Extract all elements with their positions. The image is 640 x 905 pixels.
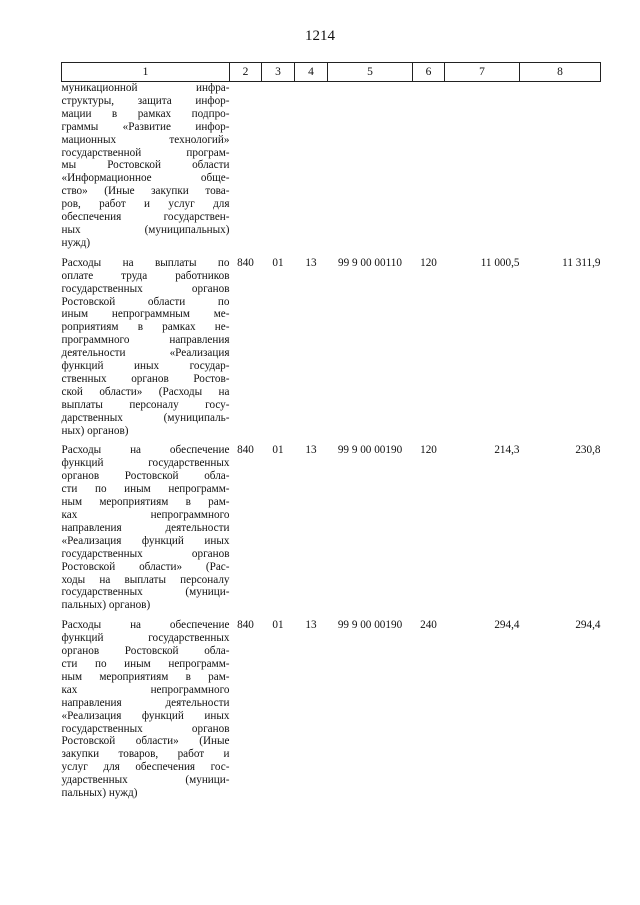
description-line: Расходы на выплаты по: [61, 256, 230, 269]
column-header: 3: [262, 63, 295, 82]
description-line: сти по иным непрограмм-: [61, 657, 230, 670]
ministry-code-cell: 840: [237, 444, 254, 457]
row-description: [62, 437, 230, 612]
row-description: [62, 82, 230, 250]
target-article-cell: 99 9 00 00190: [337, 444, 403, 457]
description-line: ходы на выплаты персоналу: [61, 573, 230, 586]
budget-table: [61, 62, 601, 800]
description-line: органов Ростовской обла-: [61, 470, 230, 483]
description-line: Расходы на обеспечение: [61, 444, 230, 457]
amount-cell: 294,4: [575, 619, 601, 632]
subsection-code-cell: 13: [305, 444, 317, 457]
amount-cell: [520, 82, 601, 250]
description-line: программного направления: [61, 334, 230, 347]
description-line: роприятиям в рамках не-: [61, 321, 230, 334]
table-body: [62, 82, 601, 800]
description-line: ской области» (Расходы на: [61, 385, 230, 398]
description-line: функций государственных: [61, 632, 230, 645]
column-header: 6: [413, 63, 445, 82]
column-header: 2: [230, 63, 262, 82]
expense-type-cell: 120: [420, 444, 437, 457]
page-number: 1214: [305, 28, 335, 44]
table-row: [62, 437, 601, 612]
description-line: иным непрограммным ме-: [61, 308, 230, 321]
section-code-cell: [262, 82, 295, 250]
amount-cell: 294,4: [494, 619, 520, 632]
section-code-cell: 01: [272, 444, 284, 457]
description-line: ным мероприятиям в рам-: [61, 496, 230, 509]
description-line: мации в рамках подпро-: [61, 107, 230, 120]
description-line: ров, работ и услуг для: [61, 198, 230, 211]
table-row: [62, 612, 601, 800]
description-line: мы Ростовской области: [61, 159, 230, 172]
header-row: [62, 63, 601, 82]
description-line: ках непрограммного: [61, 509, 230, 521]
target-article-cell: 99 9 00 00190: [337, 619, 403, 632]
description-line: дарственных (муниципаль-: [61, 411, 230, 424]
description-line: функций государственных: [61, 457, 230, 470]
ministry-code-cell: 840: [237, 256, 254, 269]
description-line: нужд): [61, 236, 91, 249]
column-header: 5: [328, 63, 413, 82]
table-row: [62, 250, 601, 438]
description-line: граммы «Развитие инфор-: [61, 120, 230, 133]
description-line: «Реализация функций иных: [61, 534, 230, 547]
expense-type-cell: 240: [420, 619, 437, 632]
subsection-code-cell: 13: [305, 256, 317, 269]
description-line: деятельности «Реализация: [61, 347, 230, 360]
ministry-code-cell: [230, 82, 262, 250]
description-line: оплате труда работников: [61, 269, 230, 282]
subsection-code-cell: [295, 82, 328, 250]
description-line: «Информационное обще-: [61, 172, 230, 185]
description-line: государственной програм-: [61, 146, 230, 159]
amount-cell: 214,3: [494, 444, 520, 457]
amount-cell: 11 311,9: [562, 256, 601, 269]
description-line: ных (муниципальных): [61, 223, 230, 236]
amount-cell: 230,8: [575, 444, 601, 457]
description-line: направления деятельности: [61, 521, 230, 534]
row-description: [62, 250, 230, 438]
description-line: закупки товаров, работ и: [61, 748, 230, 761]
description-line: ных) органов): [61, 424, 129, 437]
description-line: «Реализация функций иных: [61, 709, 230, 722]
description-line: органов Ростовской обла-: [61, 645, 230, 658]
row-description: [62, 612, 230, 800]
description-line: выплаты персоналу госу-: [61, 398, 230, 411]
description-line: услуг для обеспечения гос-: [61, 761, 230, 774]
description-line: ках непрограммного: [61, 683, 230, 696]
description-line: сти по иным непрограмм-: [61, 483, 230, 496]
description-line: функций иных государ-: [61, 360, 230, 373]
table-row: [62, 82, 601, 250]
description-line: направления деятельности: [61, 696, 230, 709]
description-line: Ростовской области» (Рас-: [61, 560, 230, 573]
description-line: пальных) органов): [61, 599, 151, 612]
target-article-cell: [328, 82, 413, 250]
expense-type-cell: [413, 82, 445, 250]
description-line: пальных) нужд): [61, 787, 138, 800]
section-code-cell: 01: [272, 619, 284, 632]
amount-cell: 11 000,5: [480, 256, 520, 269]
expense-type-cell: 120: [420, 256, 437, 269]
description-line: ным мероприятиям в рам-: [61, 670, 230, 683]
column-header: 7: [445, 63, 520, 82]
description-line: государственных органов: [61, 282, 230, 295]
ministry-code-cell: 840: [237, 619, 254, 632]
target-article-cell: 99 9 00 00110: [338, 256, 402, 269]
description-line: мационных технологий»: [61, 133, 230, 146]
description-line: ство» (Иные закупки това-: [61, 185, 230, 198]
subsection-code-cell: 13: [305, 619, 317, 632]
description-line: ударственных (муници-: [61, 774, 230, 787]
description-line: ственных органов Ростов-: [61, 372, 230, 385]
section-code-cell: 01: [272, 256, 284, 269]
description-line: обеспечения государствен-: [61, 211, 230, 224]
description-line: муникационной инфра-: [61, 82, 230, 94]
column-header: 8: [520, 63, 601, 82]
description-line: Расходы на обеспечение: [61, 619, 230, 632]
description-line: Ростовской области по: [61, 295, 230, 308]
description-line: Ростовской области» (Иные: [61, 735, 230, 748]
description-line: государственных органов: [61, 547, 230, 560]
column-header: 4: [295, 63, 328, 82]
description-line: государственных (муници-: [61, 586, 230, 599]
description-line: государственных органов: [61, 722, 230, 735]
column-header: 1: [62, 63, 230, 82]
amount-cell: [445, 82, 520, 250]
description-line: структуры, защита инфор-: [61, 94, 230, 107]
